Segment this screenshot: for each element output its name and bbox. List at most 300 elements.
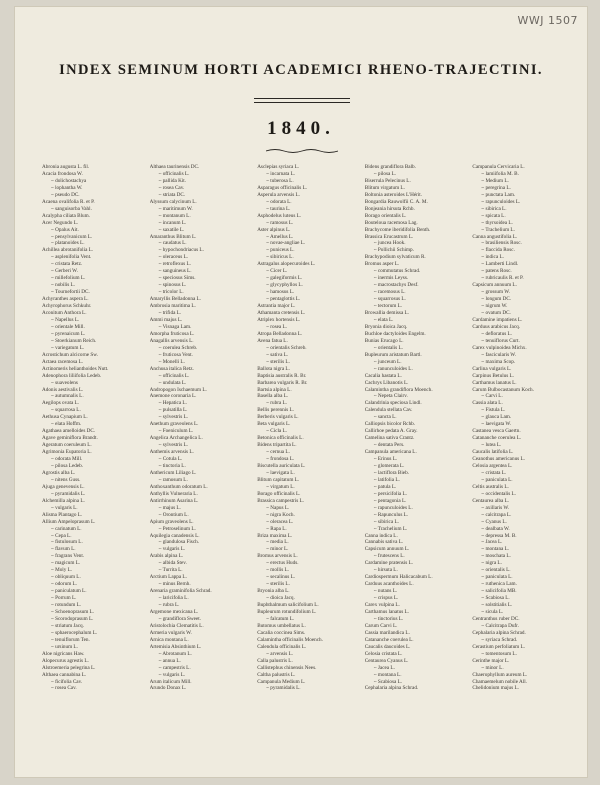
- ornamental-divider: [266, 148, 338, 154]
- index-entry: ~ hypochondriacus L.: [158, 247, 204, 254]
- index-entry: Buphthalmum salicifolium L.: [257, 602, 319, 609]
- index-entry: ~ Rapunculus L.: [373, 511, 409, 518]
- index-entry: ~ pyramidalis L.: [266, 685, 301, 692]
- index-entry: Biscutella auriculata L.: [257, 462, 306, 469]
- index-entry: Celtis australis L.: [472, 483, 509, 490]
- index-entry: Berberis vulgaris L.: [257, 414, 299, 421]
- index-entry: Canna indica L.: [364, 532, 398, 539]
- index-entry: Bunias Erucago L.: [364, 337, 404, 344]
- index-entry: Aethusa Cynapium L.: [42, 414, 88, 421]
- index-entry: ~ Gerberi W.: [51, 268, 78, 275]
- index-entry: ~ autumnalis L.: [51, 393, 84, 400]
- index-entry: Centranthus ruber DC.: [472, 615, 520, 622]
- index-entry: ~ Cicer L.: [266, 268, 288, 275]
- index-entry: Cardamine impatiens L.: [472, 316, 523, 323]
- index-entry: ~ puniceus L.: [266, 247, 295, 254]
- index-column-2: [150, 164, 252, 764]
- index-entry: ~ montana L.: [481, 546, 510, 553]
- index-entry: ~ sicula L.: [481, 609, 504, 615]
- index-entry: ~ sylvestris L.: [158, 442, 189, 449]
- index-entry: Carex vulpina L.: [364, 602, 400, 609]
- index-entry: ~ trifida L.: [158, 310, 182, 317]
- index-entry: ~ ficifolia Cav.: [51, 678, 83, 685]
- index-entry: Allium Ampeloprasum L.: [42, 518, 96, 525]
- index-entry: ~ junceum L.: [373, 358, 402, 365]
- index-entry: ~ Cyanus L.: [481, 518, 507, 525]
- index-entry: Aegilops ovata L.: [42, 400, 80, 407]
- index-entry: Alopecurus agrestis L.: [42, 657, 89, 664]
- index-entry: Acer Negundo L.: [42, 219, 79, 226]
- index-entry: Bryonia alba L.: [257, 588, 290, 595]
- index-entry: ~ undulata L.: [158, 379, 187, 386]
- index-entry: ~ orientalis L.: [373, 344, 403, 351]
- index-entry: ~ striatum Jacq.: [51, 622, 84, 629]
- index-entry: Baptisia australis R. Br.: [257, 372, 307, 379]
- index-entry: Carum Carvi L.: [364, 622, 398, 629]
- index-entry: ~ Porrum L.: [51, 595, 77, 602]
- index-entry: ~ patula L.: [373, 483, 397, 490]
- index-entry: ~ nigra Koch.: [266, 511, 295, 518]
- index-entry: ~ minus Bernh.: [158, 581, 191, 588]
- index-entry: Cacalia hastata L.: [364, 372, 402, 379]
- index-entry: ~ odorum L.: [51, 581, 78, 588]
- index-entry: Boltonia asteroides L'Hérit.: [364, 191, 423, 198]
- index-entry: Campanula Medium L.: [257, 678, 306, 685]
- index-entry: ~ campestris L.: [158, 664, 191, 671]
- index-entry: Betonica officinalis L.: [257, 435, 304, 442]
- index-entry: Achillea abrotanifolia L.: [42, 247, 94, 254]
- index-entry: ~ depressa M. B.: [481, 532, 517, 539]
- index-entry: ~ axillaris W.: [481, 504, 510, 511]
- index-entry: ~ Opalus Ait.: [51, 226, 79, 233]
- index-entry: Celosia cristata L.: [364, 650, 403, 657]
- index-entry: Actaea racemosa L.: [42, 358, 84, 365]
- index-entry: Calendula stellata Cav.: [364, 407, 413, 414]
- index-entry: ~ Orontium L.: [158, 511, 189, 518]
- index-entry: Cerinthe major L.: [472, 657, 510, 664]
- index-entry: Brachycome iberidifolia Benth.: [364, 226, 431, 233]
- index-entry: ~ officinalis L.: [158, 170, 190, 177]
- index-entry: Ammi majus L.: [149, 316, 183, 323]
- index-entry: ~ brasiliensis Rosc.: [481, 240, 522, 247]
- index-entry: ~ Nepeta Clairv.: [373, 393, 408, 400]
- index-entry: Ballota nigra L.: [257, 365, 290, 372]
- index-entry: Anemone coronaria L.: [149, 393, 197, 400]
- index-entry: ~ calcitrapa L.: [481, 511, 512, 518]
- index-entry: ~ Cotula L.: [158, 456, 183, 463]
- index-entry: ~ coerulea Schreb.: [158, 344, 198, 351]
- index-entry: ~ rapunculoides L.: [373, 504, 413, 511]
- index-entry: ~ ramosum L.: [158, 476, 188, 483]
- index-entry: Artemisia Absinthium L.: [149, 643, 202, 650]
- index-entry: Callistephus chinensis Nees.: [257, 664, 317, 671]
- index-entry: Buchloe dactyloides Engelm.: [364, 330, 426, 337]
- index-entry: Aconitum Anthora L.: [42, 310, 87, 317]
- index-entry: ~ hamosus L.: [266, 289, 295, 296]
- index-entry: ~ nigra L.: [481, 560, 502, 567]
- index-entry: ~ rotundum L.: [51, 602, 82, 609]
- index-entry: Ageratum coeruleum L.: [42, 442, 92, 449]
- index-entry: Carex vulpinoidea Michx.: [472, 344, 527, 351]
- index-entry: ~ paniculata L.: [481, 476, 513, 483]
- index-entry: Bartsia alpina L.: [257, 386, 292, 393]
- index-entry: ~ Scabiosa L.: [373, 678, 403, 685]
- index-entry: ~ Medium L.: [481, 177, 509, 184]
- index-entry: ~ galegiformis L.: [266, 275, 303, 282]
- index-entry: Alyssum calycinum L.: [149, 198, 197, 205]
- index-entry: Anethum graveolens L.: [149, 421, 199, 428]
- index-entry: ~ rubricaulis R. et P.: [481, 275, 524, 282]
- index-entry: Calandrinia speciosa Lindl.: [364, 400, 422, 407]
- index-entry: Bouteloua racemosa Lag.: [364, 219, 418, 226]
- document-year: 1840.: [267, 118, 335, 139]
- index-entry: Calamintha grandiflora Moench.: [364, 386, 433, 393]
- index-entry: Borago officinalis L.: [257, 490, 301, 497]
- index-entry: ~ sibirica L.: [481, 205, 507, 212]
- index-entry: ~ glauca Lam.: [481, 414, 512, 421]
- index-entry: Angelica Archangelica L.: [149, 435, 203, 442]
- index-entry: ~ cristata L.: [481, 469, 507, 476]
- index-entry: ~ laevigata W.: [481, 421, 512, 428]
- index-entry: Chelidonium majus L.: [472, 685, 519, 692]
- index-entry: ~ oleraceus L.: [158, 254, 189, 261]
- index-entry: ~ Stoerkianum Reich.: [51, 337, 97, 344]
- index-entry: Catananche coerulea L.: [472, 435, 522, 442]
- index-entry: ~ caudatus L.: [158, 240, 187, 247]
- index-entry: ~ squarrosus L.: [373, 296, 406, 303]
- index-entry: Achyrophorus Schkuhr.: [42, 303, 92, 310]
- index-entry: ~ novae-angliae L.: [266, 240, 306, 247]
- index-entry: ~ saxatile L.: [158, 226, 185, 233]
- index-entry: ~ Turrita L.: [158, 567, 183, 574]
- index-entry: ~ Napellus L.: [51, 316, 80, 323]
- index-entry: Carpinus Betulus L.: [472, 372, 515, 379]
- index-entry: Anthyllis Vulneraria L.: [149, 490, 198, 497]
- index-entry: ~ paniculatum L.: [51, 588, 87, 595]
- index-entry: Carlina vulgaris L.: [472, 365, 512, 372]
- index-entry: Arundo Donax L.: [149, 685, 187, 692]
- index-entry: Centaurea alba L.: [472, 497, 510, 504]
- index-entry: ~ secalinus L.: [266, 574, 296, 581]
- index-entry: ~ fascicularis W.: [481, 351, 517, 358]
- index-entry: Bellis perennis L.: [257, 407, 294, 414]
- index-entry: ~ pyrenaicum L.: [51, 330, 86, 337]
- index-entry: ~ indica L.: [481, 254, 504, 261]
- index-entry: ~ dolichostachya: [51, 177, 87, 184]
- index-entry: ~ sibiricus L.: [266, 254, 294, 261]
- index-entry: Aster alpinus L.: [257, 226, 291, 233]
- index-entry: ~ rosea Cav.: [51, 685, 77, 692]
- index-entry: ~ erectus Huds.: [266, 560, 299, 567]
- index-entry: ~ Abrotanum L.: [158, 650, 192, 657]
- index-entry: ~ lutea L.: [481, 442, 502, 449]
- index-entry: ~ retroflexus L.: [158, 261, 191, 268]
- index-entry: Ceanothus americanus L.: [472, 456, 525, 463]
- index-entry: ~ Moly L.: [51, 567, 73, 574]
- index-entry: ~ speciosus Sims.: [158, 275, 196, 282]
- index-entry: Anthoxanthum odoratum L.: [149, 483, 208, 490]
- index-entry: ~ Calcitrapa Dufr.: [481, 622, 519, 629]
- index-entry: ~ paniculata L.: [481, 574, 513, 581]
- index-entry: ~ obliquum L.: [51, 574, 81, 581]
- index-entry: ~ fistulosum L.: [51, 539, 83, 546]
- index-entry: ~ albida Stev.: [158, 560, 187, 567]
- document-sheet: [14, 6, 588, 778]
- index-entry: ~ Jacea L.: [373, 664, 395, 671]
- index-entry: ~ sphaerocephalum L.: [51, 629, 98, 636]
- index-column-1: [42, 164, 144, 764]
- index-entry: ~ frutescens L.: [373, 553, 405, 560]
- index-entry: ~ pyramidalis L.: [51, 490, 86, 497]
- index-entry: ~ pallida Kit.: [158, 177, 187, 184]
- index-entry: Avena fatua L.: [257, 337, 288, 344]
- index-entry: Cardamine pratensis L.: [364, 560, 414, 567]
- index-entry: ~ magicum L.: [51, 560, 81, 567]
- index-entry: Achyranthes aspera L.: [42, 296, 89, 303]
- index-entry: Althaea taurinensis DC.: [149, 164, 200, 170]
- index-entry: ~ lactiflora Bieb.: [373, 469, 409, 476]
- index-entry: Centaurea Cyanus L.: [364, 657, 409, 664]
- index-entry: ~ inermis Leyss.: [373, 275, 409, 282]
- index-entry: Callirhoe pedata A. Gray.: [364, 428, 418, 435]
- index-entry: Antirrhinum Asarina L.: [149, 497, 199, 504]
- index-entry: Aquilegia canadensis L.: [149, 532, 200, 539]
- index-entry: Butomus umbellatus L.: [257, 622, 306, 629]
- index-entry: Apium graveolens L.: [149, 518, 194, 525]
- index-entry: ~ Petroselinum L.: [158, 525, 196, 532]
- index-entry: Amaranthus Blitum L.: [149, 233, 197, 240]
- index-entry: ~ Schoenoprasum L.: [51, 609, 95, 615]
- index-entry: ~ Monelli L.: [158, 358, 185, 365]
- index-entry: ~ variegatum L.: [51, 344, 85, 351]
- index-entry: Cacalia coccinea Sims.: [257, 629, 306, 636]
- index-entry: ~ persicifolia L.: [373, 490, 407, 497]
- index-entry: ~ Pollichii Schimp.: [373, 247, 414, 254]
- index-entry: Alstroemeria pelegrina L.: [42, 664, 96, 671]
- index-entry: ~ occidentalis L.: [481, 490, 517, 497]
- index-entry: ~ annua L.: [158, 657, 181, 664]
- index-entry: Andropogon Ischaemum L.: [149, 386, 207, 393]
- index-entry: Caucalis daucoides L.: [364, 643, 411, 650]
- index-entry: ~ dealbata W.: [481, 525, 510, 532]
- index-entry: ~ pulsatilla L.: [158, 407, 188, 414]
- index-entry: ~ macrostachys Desf.: [373, 282, 419, 289]
- index-entry: Cephalaria alpina Schrad.: [364, 685, 419, 692]
- index-entry: ~ Scorodoprasum L.: [51, 615, 94, 622]
- index-entry: ~ incarnata L.: [266, 170, 296, 177]
- index-entry: ~ glandulosa Fisch.: [158, 539, 200, 546]
- index-entry: Cassia alata L.: [472, 400, 503, 407]
- index-entry: ~ montana L.: [373, 671, 402, 678]
- index-entry: ~ nutans L.: [373, 588, 398, 595]
- index-entry: ~ pensylvanicum L.: [51, 233, 93, 240]
- index-column-5: [472, 164, 574, 764]
- index-entry: ~ lophantha W.: [51, 184, 83, 191]
- index-entry: Abronia augusta L. fil.: [42, 164, 90, 170]
- index-entry: Camelina sativa Crantz.: [364, 435, 415, 442]
- index-entry: ~ nigrum W.: [481, 303, 508, 310]
- index-entry: ~ orientalis Schreb.: [266, 344, 307, 351]
- index-entry: ~ vulgaris L.: [51, 504, 78, 511]
- seed-index-columns: [42, 164, 574, 764]
- index-entry: ~ sibirica L.: [373, 518, 399, 525]
- index-entry: ~ asplenifolia Vent.: [51, 254, 92, 261]
- index-entry: Asparagus officinalis L.: [257, 184, 308, 191]
- index-entry: ~ tenuiflorum Ten.: [51, 636, 90, 643]
- index-entry: ~ latifolia L.: [373, 476, 400, 483]
- index-entry: Calliopsis bicolor Rchb.: [364, 421, 416, 428]
- index-entry: Caltha palustris L.: [257, 671, 296, 678]
- index-column-3: [257, 164, 359, 764]
- index-entry: ~ maxima Scop.: [481, 358, 516, 365]
- index-entry: Catananche coerulea L.: [364, 636, 414, 643]
- index-entry: ~ thyrsoidea L.: [481, 219, 513, 226]
- index-entry: ~ nitens Guss.: [51, 476, 81, 483]
- index-entry: ~ rubra L.: [158, 602, 180, 609]
- index-entry: ~ Trachelium L.: [481, 226, 515, 233]
- index-entry: Cassia marilandica L.: [364, 629, 410, 636]
- index-entry: ~ Visnaga Lam.: [158, 323, 192, 330]
- index-entry: ~ minor L.: [266, 546, 289, 553]
- index-entry: ~ ruthenica Lam.: [481, 581, 517, 588]
- index-entry: Bryonia dioica Jacq.: [364, 323, 408, 330]
- index-entry: ~ vulgaris L.: [158, 671, 186, 678]
- index-entry: ~ officinalis L.: [158, 372, 190, 379]
- index-entry: ~ grandiflora Sweet.: [158, 615, 202, 622]
- index-entry: ~ sanguisorba Vahl.: [51, 205, 92, 212]
- index-entry: Astrantia major L.: [257, 303, 296, 310]
- index-entry: ~ platanoides L.: [51, 240, 85, 247]
- index-entry: Carduus arabicus Jacq.: [472, 323, 521, 330]
- index-entry: ~ tricolor L.: [158, 289, 184, 296]
- index-entry: ~ sanguineus L.: [158, 268, 192, 275]
- index-entry: Carduus acanthoides L.: [364, 581, 414, 588]
- index-entry: ~ fragrans Vent.: [51, 553, 85, 560]
- index-entry: Agathaea amelloides DC.: [42, 428, 96, 435]
- index-entry: Cachrys Libanotis L.: [364, 379, 409, 386]
- index-entry: Cephalaria alpina Schrad.: [472, 629, 526, 636]
- index-entry: ~ flavum L.: [51, 546, 76, 553]
- index-entry: ~ rosea L.: [266, 323, 287, 330]
- index-entry: ~ Carvi L.: [481, 393, 503, 400]
- index-entry: ~ cristata Retz.: [51, 261, 83, 268]
- index-entry: ~ grossum W.: [481, 289, 510, 296]
- index-entry: Asperula arvensis L.: [257, 191, 300, 198]
- index-entry: Argemone mexicana L.: [149, 609, 199, 615]
- index-entry: Chaerophyllum aureum L.: [472, 671, 528, 678]
- index-entry: ~ tomentosum L.: [481, 650, 517, 657]
- index-entry: ~ pentaglottis L.: [266, 296, 301, 303]
- index-entry: ~ commutatus Schrad.: [373, 268, 421, 275]
- index-entry: Agrimonia Eupatoria L.: [42, 449, 92, 456]
- index-entry: ~ racemosus L.: [373, 289, 406, 296]
- index-entry: ~ striata DC.: [158, 191, 186, 198]
- index-entry: ~ orientalis L.: [481, 567, 511, 574]
- index-entry: ~ spinosus L.: [158, 282, 187, 289]
- index-entry: ~ defloratus L.: [481, 330, 512, 337]
- index-entry: ~ pilosa L.: [373, 170, 397, 177]
- index-entry: Brassica campestris L.: [257, 497, 305, 504]
- index-entry: Arabis alpina L.: [149, 553, 184, 560]
- index-entry: ~ solstitialis L.: [481, 602, 513, 609]
- index-entry: Althaea cannabina L.: [42, 671, 87, 678]
- index-entry: ~ patens Rosc.: [481, 268, 512, 275]
- index-entry: Arenaria graminifolia Schrad.: [149, 588, 212, 595]
- index-entry: Capsicum annuum L.: [364, 546, 410, 553]
- index-entry: ~ salicifolia MB.: [481, 588, 517, 595]
- index-entry: ~ nobilis L.: [51, 282, 75, 289]
- index-entry: Castanea vesca Gaertn.: [472, 428, 521, 435]
- index-entry: ~ virgatum L.: [266, 483, 295, 490]
- index-entry: ~ elata L.: [373, 316, 394, 323]
- index-entry: ~ taurina L.: [266, 205, 291, 212]
- index-entry: ~ Napus L.: [266, 504, 290, 511]
- index-entry: Barbarea vulgaris R. Br.: [257, 379, 308, 386]
- index-entry: Bupleurum rotundifolium L.: [257, 609, 317, 615]
- index-entry: ~ odorata Mill.: [51, 456, 83, 463]
- index-entry: ~ ovatum DC.: [481, 310, 511, 317]
- index-entry: Brachypodium sylvaticum R.: [364, 254, 426, 261]
- index-entry: Chamaemelum nobile All.: [472, 678, 527, 685]
- document-title: INDEX SEMINUM HORTI ACADEMICI RHENO-TRAJECTINI.: [59, 62, 543, 78]
- index-entry: ~ Tournefortii DC.: [51, 289, 90, 296]
- index-entry: Carthamus lanatus L.: [472, 379, 517, 386]
- index-entry: ~ media L.: [266, 539, 289, 546]
- index-entry: Caucalis latifolia L.: [472, 449, 514, 456]
- index-entry: ~ glomerata L.: [373, 462, 405, 469]
- index-entry: ~ dentata Pers.: [373, 442, 405, 449]
- index-entry: ~ longum DC.: [481, 296, 512, 303]
- index-entry: Acrostichum alcicorne Sw.: [42, 351, 98, 358]
- index-entry: ~ glycyphyllos L.: [266, 282, 303, 289]
- index-entry: Blitum capitatum L.: [257, 476, 300, 483]
- index-entry: ~ rosea Cav.: [158, 184, 185, 191]
- index-entry: ~ sterilis L.: [266, 358, 290, 365]
- index-entry: ~ tectorum L.: [373, 303, 403, 310]
- index-entry: Arum italicum Mill.: [149, 678, 192, 685]
- index-entry: ~ tuberosa L.: [266, 177, 294, 184]
- index-entry: ~ tinctoria L.: [158, 462, 186, 469]
- index-entry: Armeria vulgaris W.: [149, 629, 192, 636]
- index-entry: ~ rapunculoides L.: [481, 198, 521, 205]
- index-entry: ~ Trachelium L.: [373, 525, 408, 532]
- index-entry: ~ pentagonia L.: [373, 497, 407, 504]
- index-entry: ~ pilosa Ledeb.: [51, 462, 84, 469]
- index-entry: ~ mollis L.: [266, 567, 290, 574]
- index-entry: Agrostis alba L.: [42, 469, 76, 476]
- index-entry: ~ sterilis L.: [266, 581, 290, 588]
- index-entry: Calendula officinalis L.: [257, 643, 307, 650]
- index-entry: ~ frondosa L.: [266, 456, 295, 463]
- index-entry: ~ spicata L.: [481, 212, 506, 219]
- index-entry: Bidens tripartita L.: [257, 442, 297, 449]
- index-entry: Campanula Cervicaria L.: [472, 164, 525, 170]
- index-entry: Alchemilla alpina L.: [42, 497, 85, 504]
- index-entry: ~ Cicla L.: [266, 428, 288, 435]
- index-entry: ~ crispus L.: [373, 595, 399, 602]
- index-entry: Bidens grandiflora Balb.: [364, 164, 416, 170]
- index-entry: Bonjeania hirsuta Rchb.: [364, 205, 415, 212]
- index-entry: Anthericum Liliago L.: [149, 469, 197, 476]
- index-entry: ~ ramosus L.: [266, 219, 294, 226]
- index-entry: Asphodelus luteus L.: [257, 212, 302, 219]
- index-entry: ~ Fistula L.: [481, 407, 506, 414]
- index-entry: Anagallis arvensis L.: [149, 337, 194, 344]
- index-entry: ~ oleracea L.: [266, 518, 294, 525]
- index-entry: Basella alba L.: [257, 393, 289, 400]
- index-entry: Actinomeris helianthoides Nutt.: [42, 365, 109, 372]
- index-entry: ~ carinatum L.: [51, 525, 82, 532]
